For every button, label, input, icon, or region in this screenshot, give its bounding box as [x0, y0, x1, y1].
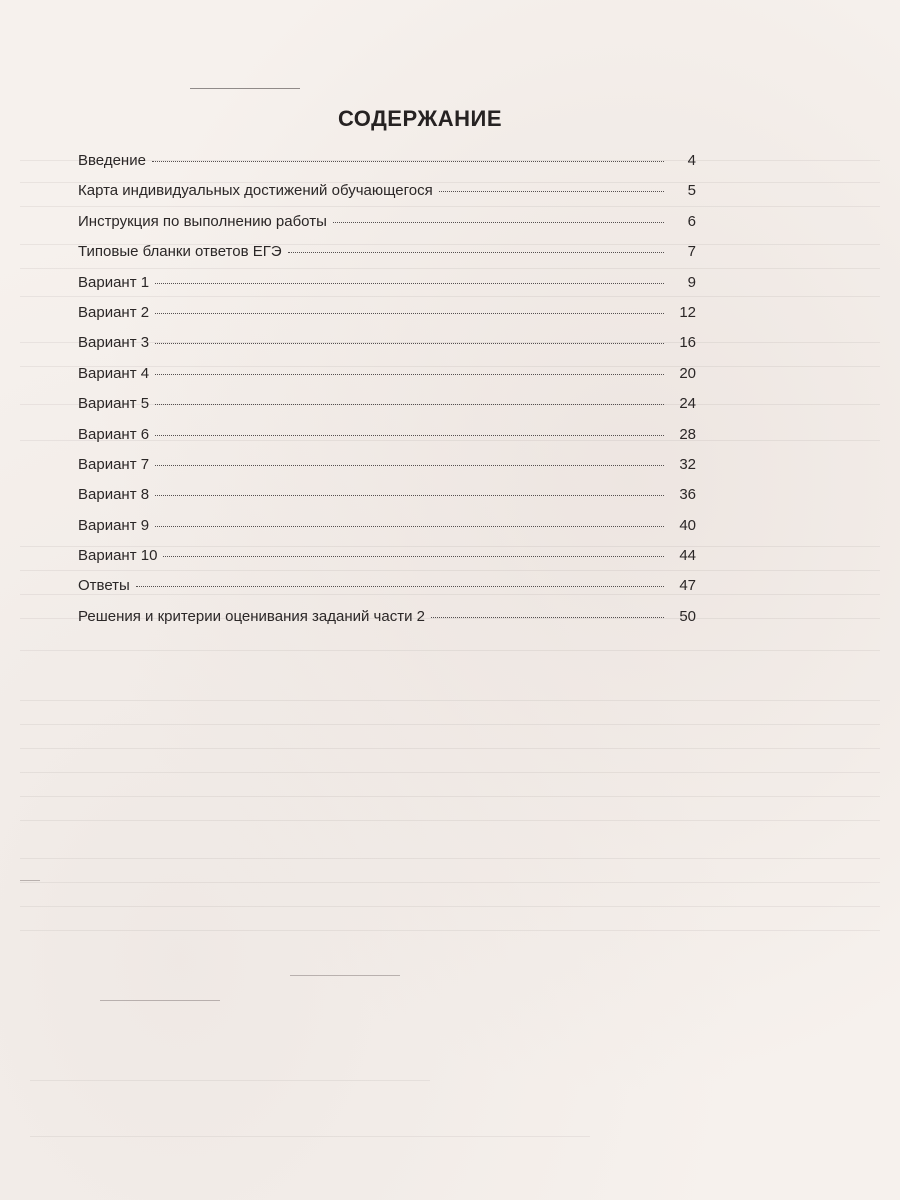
- toc-entry: [78, 334, 696, 364]
- toc-entry-page: 9: [687, 273, 696, 291]
- toc-leader-dots: [333, 222, 664, 223]
- toc-leader-dots: [155, 374, 664, 375]
- toc-leader-dots: [155, 313, 664, 314]
- bleed-through-line: [20, 724, 880, 725]
- toc-entry-label: Вариант 2: [78, 303, 150, 321]
- toc-entry-label: Вариант 9: [78, 516, 150, 534]
- toc-entry-page: 5: [687, 182, 696, 200]
- bleed-through-line: [20, 858, 880, 859]
- bleed-through-line: [20, 930, 880, 931]
- toc-entry-page: 44: [679, 547, 696, 565]
- toc-entry: [78, 577, 696, 607]
- toc-entry-label: Вариант 6: [78, 425, 150, 443]
- toc-entry-label: Инструкция по выполнению работы: [78, 212, 327, 230]
- toc-leader-dots: [155, 404, 664, 405]
- toc-entry-label: Введение: [78, 152, 146, 169]
- toc-entry-label: Вариант 1: [78, 273, 150, 291]
- toc-leader-dots: [288, 252, 664, 253]
- bleed-through-line: [20, 772, 880, 773]
- toc-entry: [78, 182, 696, 212]
- bleed-through-line: [20, 882, 880, 883]
- toc-leader-dots: [155, 465, 664, 466]
- toc-entry-page: 16: [679, 334, 696, 352]
- faint-rule: [290, 975, 400, 976]
- bleed-through-line: [20, 700, 880, 701]
- toc-entry-label: Вариант 7: [78, 455, 150, 473]
- faint-rule: [100, 1000, 220, 1001]
- bleed-through-line: [20, 796, 880, 797]
- toc-entry-page: 47: [679, 577, 696, 595]
- toc-entry: [78, 365, 696, 395]
- toc-leader-dots: [155, 526, 664, 527]
- toc-entry-page: 40: [679, 516, 696, 534]
- toc-leader-dots: [155, 435, 664, 436]
- toc-entry: [78, 243, 696, 273]
- toc-leader-dots: [155, 495, 664, 496]
- toc-entry: [78, 304, 696, 334]
- toc-entry-page: 12: [679, 303, 696, 321]
- toc-entry-label: Вариант 3: [78, 334, 150, 352]
- toc-entry: [78, 274, 696, 304]
- toc-entry-label: Решения и критерии оценивания заданий части 2: [78, 607, 425, 625]
- toc-entry: [78, 456, 696, 486]
- toc-entry: [78, 152, 696, 182]
- toc-entry: [78, 608, 696, 638]
- bleed-through-line: [20, 906, 880, 907]
- toc-leader-dots: [439, 191, 664, 192]
- toc-entry: [78, 213, 696, 243]
- toc-entry-page: 6: [687, 212, 696, 230]
- toc-entry-label: Ответы: [78, 577, 130, 595]
- toc-entry-label: Карта индивидуальных достижений обучающегося: [78, 182, 433, 200]
- bleed-through-line: [20, 650, 880, 651]
- toc-entry: [78, 395, 696, 425]
- toc-entry-label: Вариант 10: [78, 547, 158, 565]
- toc-leader-dots: [136, 586, 664, 587]
- toc-entry-label: Вариант 8: [78, 486, 150, 504]
- toc-entry: [78, 547, 696, 577]
- bleed-through-line: [30, 1136, 590, 1137]
- bleed-through-line: [20, 748, 880, 749]
- toc-entry: [78, 486, 696, 516]
- table-of-contents: [78, 152, 696, 638]
- bleed-through-line: [20, 820, 880, 821]
- toc-entry-page: 4: [687, 152, 696, 169]
- toc-entry: [78, 517, 696, 547]
- toc-entry-page: 7: [687, 243, 696, 261]
- toc-leader-dots: [163, 556, 664, 557]
- toc-entry-label: Типовые бланки ответов ЕГЭ: [78, 243, 282, 261]
- page-title: СОДЕРЖАНИЕ: [337, 106, 503, 131]
- toc-entry-label: Вариант 4: [78, 364, 150, 382]
- toc-entry-page: 32: [679, 455, 696, 473]
- toc-leader-dots: [152, 161, 664, 162]
- toc-entry: [78, 426, 696, 456]
- toc-entry-page: 36: [679, 486, 696, 504]
- toc-entry-page: 50: [679, 607, 696, 625]
- toc-entry-page: 24: [679, 395, 696, 413]
- header-rule: [190, 88, 300, 89]
- toc-entry-page: 20: [679, 364, 696, 382]
- toc-leader-dots: [155, 343, 664, 344]
- toc-entry-label: Вариант 5: [78, 395, 150, 413]
- toc-leader-dots: [155, 283, 664, 284]
- toc-leader-dots: [431, 617, 664, 618]
- bleed-through-line: [30, 1080, 430, 1081]
- toc-entry-page: 28: [679, 425, 696, 443]
- edge-mark: [20, 880, 40, 881]
